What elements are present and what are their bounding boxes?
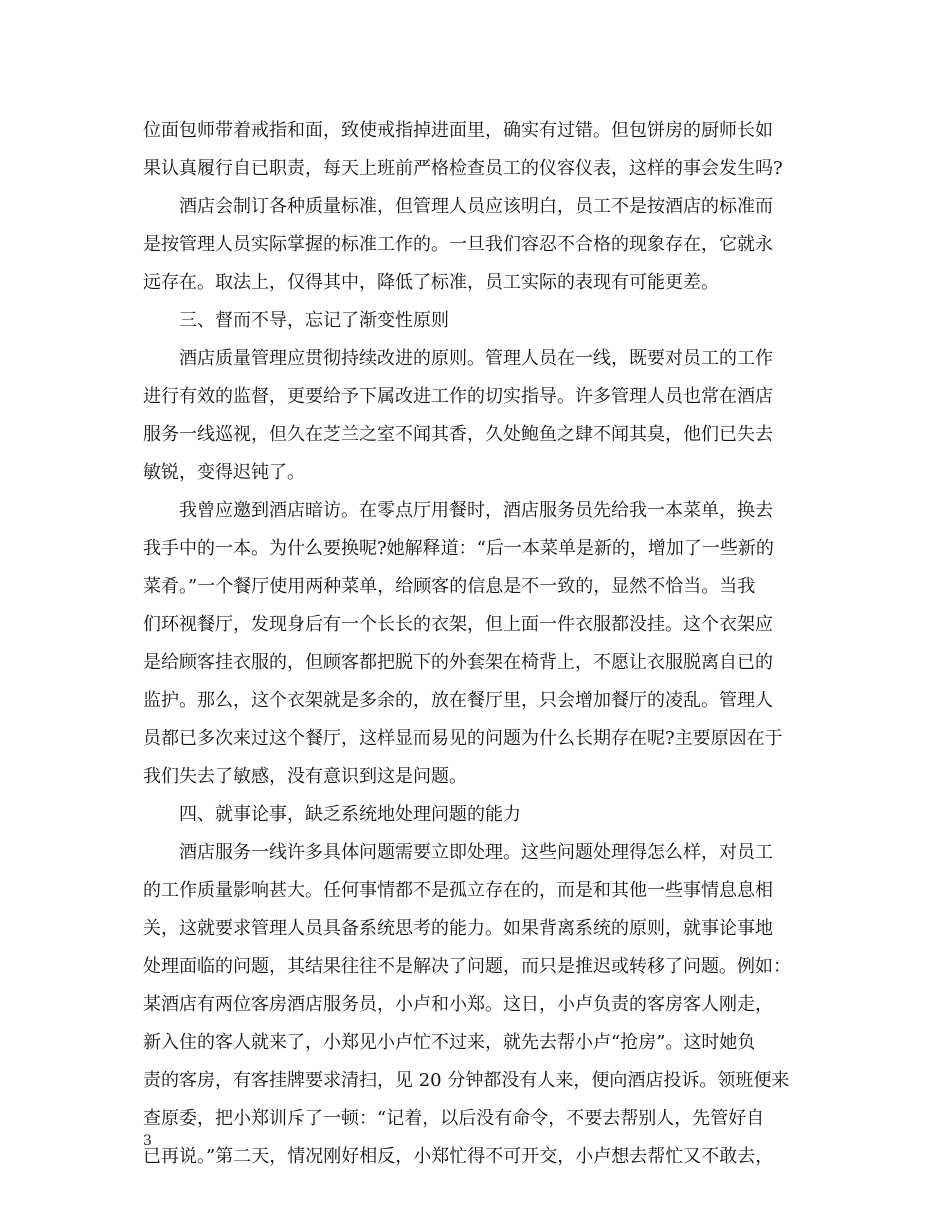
text-line: 是给顾客挂衣服的，但顾客都把脱下的外套架在椅背上，不愿让衣服脱离自已的: [143, 652, 773, 673]
text-line: 关，这就要求管理人员具备系统思考的能力。如果背离系统的原则，就事论事地: [143, 918, 773, 939]
text-line: 我们失去了敏感，没有意识到这是问题。: [143, 766, 467, 787]
text-line: 远存在。取法上，仅得其中，降低了标准，员工实际的表现有可能更差。: [143, 272, 719, 293]
text-line: 们环视餐厅，发现身后有一个长长的衣架，但上面一件衣服都没挂。这个衣架应: [143, 614, 773, 635]
text-line: 处理面临的问题，其结果往往不是解决了问题，而只是推迟或转移了问题。例如：: [143, 956, 791, 977]
text-line: 敏锐，变得迟钝了。: [143, 462, 305, 483]
text-line: 酒店质量管理应贯彻持续改进的原则。管理人员在一线，既要对员工的工作: [179, 348, 773, 369]
text-line: 查原委，把小郑训斥了一顿：“记着，以后没有命令，不要去帮别人，先管好自: [143, 1108, 765, 1129]
text-line: 是按管理人员实际掌握的标准工作的。一旦我们容忍不合格的现象存在，它就永: [143, 234, 773, 255]
text-line: 三、督而不导，忘记了渐变性原则: [179, 310, 449, 331]
text-line: 我手中的一本。为什么要换呢?她解释道：“后一本菜单是新的，增加了一些新的: [143, 538, 774, 559]
body-text: [143, 112, 823, 1176]
text-line: 菜肴。”一个餐厅使用两种菜单，给顾客的信息是不一致的，显然不恰当。当我: [143, 576, 756, 597]
text-line: 员都已多次来过这个餐厅，这样显而易见的问题为什么长期存在呢?主要原因在于: [143, 728, 783, 749]
text-line: 果认真履行自已职责，每天上班前严格检查员工的仪容仪表，这样的事会发生吗?: [143, 158, 783, 179]
text-line: 新入住的客人就来了，小郑见小卢忙不过来，就先去帮小卢“抢房”。这时她负: [143, 1032, 756, 1053]
text-line: 某酒店有两位客房酒店服务员，小卢和小郑。这日，小卢负责的客房客人刚走，: [143, 994, 773, 1015]
text-line: 我曾应邀到酒店暗访。在零点厅用餐时，酒店服务员先给我一本菜单，换去: [179, 500, 773, 521]
text-line: 进行有效的监督，更要给予下属改进工作的切实指导。许多管理人员也常在酒店: [143, 386, 773, 407]
text-line: 监护。那么，这个衣架就是多余的，放在餐厅里，只会增加餐厅的凌乱。管理人: [143, 690, 773, 711]
text-line: 四、就事论事，缺乏系统地处理问题的能力: [179, 804, 521, 825]
text-line: 已再说。”第二天，情况刚好相反，小郑忙得不可开交，小卢想去帮忙又不敢去，: [143, 1146, 774, 1167]
text-line: 酒店服务一线许多具体问题需要立即处理。这些问题处理得怎么样，对员工: [179, 842, 773, 863]
page-number: 3: [143, 1133, 152, 1149]
text-line: 酒店会制订各种质量标准，但管理人员应该明白，员工不是按酒店的标准而: [179, 196, 773, 217]
text-line: 位面包师带着戒指和面，致使戒指掉进面里，确实有过错。但包饼房的厨师长如: [143, 120, 773, 141]
text-line: 责的客房，有客挂牌要求清扫，见 20 分钟都没有人来，便向酒店投诉。领班便来: [143, 1070, 790, 1091]
text-line: 服务一线巡视，但久在芝兰之室不闻其香，久处鲍鱼之肆不闻其臭，他们已失去: [143, 424, 773, 445]
text-line: 的工作质量影响甚大。任何事情都不是孤立存在的，而是和其他一些事情息息相: [143, 880, 773, 901]
